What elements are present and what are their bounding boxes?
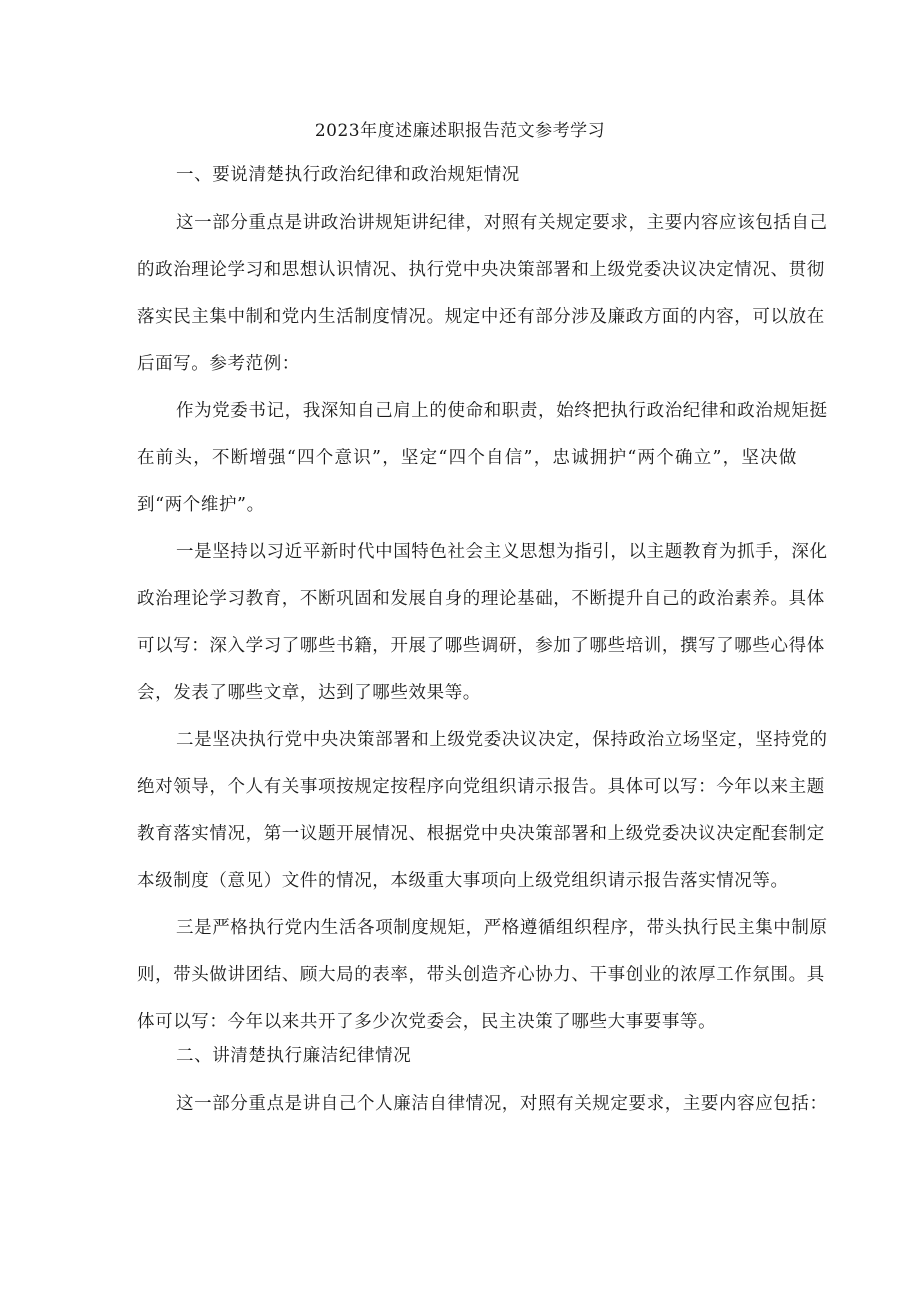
paragraph-line: 会，发表了哪些文章，达到了哪些效果等。	[137, 683, 481, 703]
paragraph-line: 体可以写：今年以来共开了多少次党委会，民主决策了哪些大事要事等。	[137, 1012, 717, 1032]
paragraph-line: 政治理论学习教育，不断巩固和发展自身的理论基础，不断提升自己的政治素养。具体	[137, 589, 825, 609]
paragraph-line: 绝对领导，个人有关事项按规定按程序向党组织请示报告。具体可以写：今年以来主题	[137, 777, 825, 797]
paragraph-line: 在前头，不断增强“四个意识”，坚定“四个自信”，忠诚拥护“两个确立”，坚决做	[137, 448, 797, 468]
paragraph-line: 作为党委书记，我深知自己肩上的使命和职责，始终把执行政治纪律和政治规矩挺	[176, 401, 828, 421]
document-title: 2023年度述廉述职报告范文参考学习	[314, 121, 606, 141]
paragraph-line: 后面写。参考范例：	[137, 354, 300, 374]
paragraph-line: 这一部分重点是讲自己个人廉洁自律情况，对照有关规定要求，主要内容应包括：	[176, 1094, 828, 1114]
section-heading-2: 二、讲清楚执行廉洁纪律情况	[176, 1046, 412, 1066]
paragraph-line: 到“两个维护”。	[137, 495, 265, 515]
paragraph-line: 三是严格执行党内生活各项制度规矩，严格遵循组织程序，带头执行民主集中制原	[176, 918, 828, 938]
paragraph-line: 则，带头做讲团结、顾大局的表率，带头创造齐心协力、干事创业的浓厚工作氛围。具	[137, 965, 825, 985]
paragraph-line: 这一部分重点是讲政治讲规矩讲纪律，对照有关规定要求，主要内容应该包括自己	[176, 213, 828, 233]
paragraph-line: 二是坚决执行党中央决策部署和上级党委决议决定，保持政治立场坚定，坚持党的	[176, 730, 828, 750]
paragraph-line: 教育落实情况，第一议题开展情况、根据党中央决策部署和上级党委决议决定配套制定	[137, 824, 825, 844]
section-heading-1: 一、要说清楚执行政治纪律和政治规矩情况	[176, 165, 520, 185]
paragraph-line: 可以写：深入学习了哪些书籍，开展了哪些调研，参加了哪些培训，撰写了哪些心得体	[137, 636, 825, 656]
paragraph-line: 落实民主集中制和党内生活制度情况。规定中还有部分涉及廉政方面的内容，可以放在	[137, 307, 825, 327]
paragraph-line: 一是坚持以习近平新时代中国特色社会主义思想为指引，以主题教育为抓手，深化	[176, 542, 828, 562]
paragraph-line: 的政治理论学习和思想认识情况、执行党中央决策部署和上级党委决议决定情况、贯彻	[137, 260, 825, 280]
paragraph-line: 本级制度（意见）文件的情况，本级重大事项向上级党组织请示报告落实情况等。	[137, 871, 789, 891]
